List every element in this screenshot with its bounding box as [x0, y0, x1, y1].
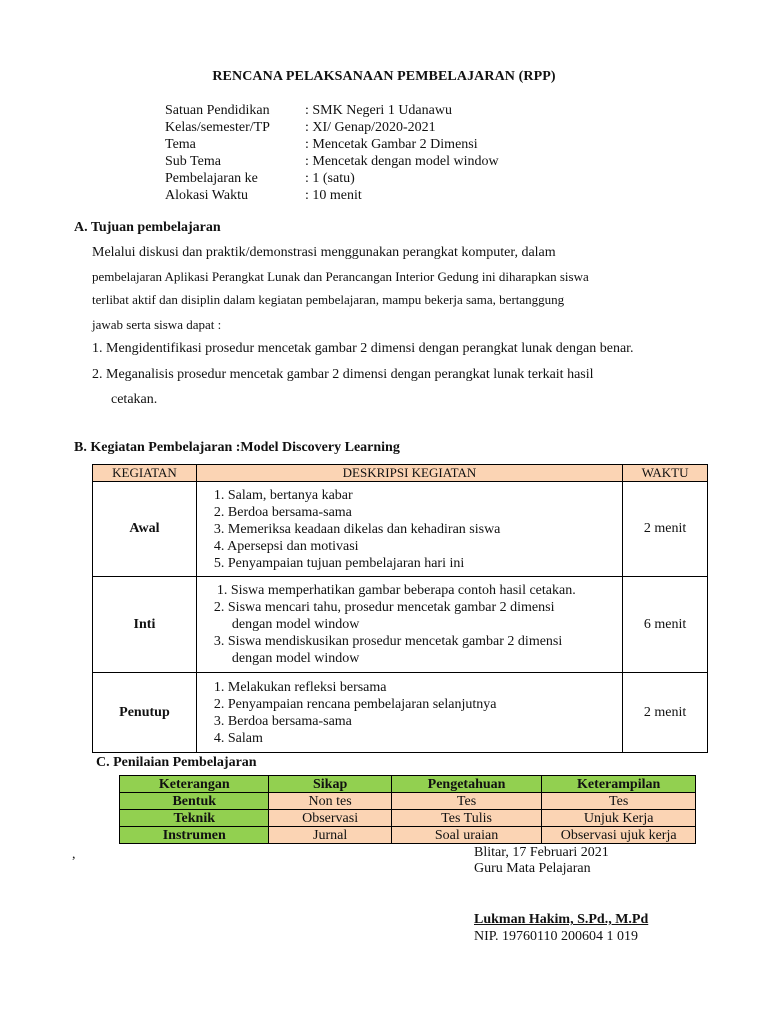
table-row	[93, 482, 708, 577]
assessment-value: Unjuk Kerja	[542, 810, 696, 827]
meta-key: Pembelajaran ke	[165, 171, 258, 186]
meta-value: : 10 menit	[305, 188, 362, 203]
activity-description	[196, 673, 622, 753]
table-row	[120, 827, 696, 844]
signature-name: Lukman Hakim, S.Pd., M.Pd	[474, 912, 649, 927]
activity-time: 2 menit	[623, 673, 708, 753]
assessment-value: Soal uraian	[391, 827, 542, 844]
goal-item: 2. Meganalisis prosedur mencetak gambar 2 dimensi dengan perangkat lunak terkait hasil	[92, 367, 594, 382]
header-deskripsi: DESKRIPSI KEGIATAN	[196, 465, 622, 482]
paragraph-line: jawab serta siswa dapat :	[92, 317, 222, 332]
activity-table	[92, 464, 708, 753]
table-row	[93, 577, 708, 673]
assessment-table-header	[120, 776, 696, 793]
meta-block	[165, 102, 585, 204]
assessment-value: Observasi	[269, 810, 391, 827]
assessment-value: Tes	[391, 793, 542, 810]
paragraph-line: pembelajaran Aplikasi Perangkat Lunak dan Perancangan Interior Gedung ini diharapkan siswa	[92, 269, 589, 284]
list-item: 2. Penyampaian rencana pembelajaran selanjutnya	[213, 696, 497, 712]
table-row	[93, 673, 708, 753]
list-item: 3. Memeriksa keadaan dikelas dan kehadiran siswa	[213, 521, 501, 537]
signature-place-date: Blitar, 17 Februari 2021	[474, 845, 609, 860]
list-item: 5. Penyampaian tujuan pembelajaran hari ini	[213, 555, 465, 571]
assessment-key: Teknik	[120, 810, 269, 827]
list-item: 2. Siswa mencari tahu, prosedur mencetak gambar 2 dimensi	[213, 600, 555, 615]
list-item: 1. Melakukan refleksi bersama	[213, 679, 387, 695]
meta-value: : Mencetak dengan model window	[305, 154, 499, 169]
header-keterangan: Keterangan	[120, 776, 269, 793]
assessment-value: Tes	[542, 793, 696, 810]
list-item: dengan model window	[231, 651, 360, 666]
meta-value: : Mencetak Gambar 2 Dimensi	[305, 137, 478, 152]
signature-role: Guru Mata Pelajaran	[474, 861, 591, 876]
table-row	[120, 793, 696, 810]
list-item: dengan model window	[231, 617, 360, 632]
meta-value: : XI/ Genap/2020-2021	[305, 120, 436, 135]
list-item: 1. Siswa memperhatikan gambar beberapa contoh hasil cetakan.	[216, 583, 576, 598]
header-pengetahuan: Pengetahuan	[391, 776, 542, 793]
activity-description	[196, 482, 622, 577]
assessment-value: Jurnal	[269, 827, 391, 844]
header-sikap: Sikap	[269, 776, 391, 793]
activity-time: 6 menit	[623, 577, 708, 673]
signature-nip: NIP. 19760110 200604 1 019	[474, 929, 638, 944]
paragraph-line: Melalui diskusi dan praktik/demonstrasi menggunakan perangkat komputer, dalam	[92, 245, 556, 260]
activity-time: 2 menit	[623, 482, 708, 577]
activity-label: Penutup	[93, 673, 197, 753]
paragraph-line: terlibat aktif dan disiplin dalam kegiatan pembelajaran, mampu bekerja sama, bertanggung	[92, 292, 565, 307]
list-item: 3. Berdoa bersama-sama	[213, 713, 352, 729]
assessment-table	[119, 775, 696, 844]
meta-key: Sub Tema	[165, 154, 221, 169]
activity-table-header	[93, 465, 708, 482]
list-item: 3. Siswa mendiskusikan prosedur mencetak gambar 2 dimensi	[213, 634, 563, 649]
goal-item: 1. Mengidentifikasi prosedur mencetak gambar 2 dimensi dengan perangkat lunak dengan benar.	[92, 341, 634, 356]
stray-comma: ,	[72, 847, 76, 862]
meta-key: Satuan Pendidikan	[165, 103, 270, 118]
list-item: 2. Berdoa bersama-sama	[213, 504, 352, 520]
assessment-value: Observasi ujuk kerja	[542, 827, 696, 844]
meta-value: : 1 (satu)	[305, 171, 355, 186]
meta-key: Alokasi Waktu	[165, 188, 248, 203]
section-c-heading: C. Penilaian Pembelajaran	[96, 755, 257, 770]
assessment-value: Non tes	[269, 793, 391, 810]
activity-label: Inti	[93, 577, 197, 673]
header-waktu: WAKTU	[623, 465, 708, 482]
assessment-key: Instrumen	[120, 827, 269, 844]
goal-item-continuation: cetakan.	[111, 392, 158, 407]
activity-label: Awal	[93, 482, 197, 577]
table-row	[120, 810, 696, 827]
header-kegiatan: KEGIATAN	[93, 465, 197, 482]
section-a-heading: A. Tujuan pembelajaran	[74, 220, 221, 235]
header-keterampilan: Keterampilan	[542, 776, 696, 793]
activity-description	[196, 577, 622, 673]
meta-value: : SMK Negeri 1 Udanawu	[305, 103, 452, 118]
list-item: 4. Apersepsi dan motivasi	[213, 538, 359, 554]
meta-key: Kelas/semester/TP	[165, 120, 270, 135]
assessment-key: Bentuk	[120, 793, 269, 810]
assessment-value: Tes Tulis	[391, 810, 542, 827]
document-title: RENCANA PELAKSANAAN PEMBELAJARAN (RPP)	[212, 69, 556, 84]
section-b-heading: B. Kegiatan Pembelajaran :Model Discovery Learning	[74, 440, 400, 455]
list-item: 1. Salam, bertanya kabar	[213, 487, 353, 503]
meta-key: Tema	[165, 137, 196, 152]
list-item: 4. Salam	[213, 730, 263, 746]
